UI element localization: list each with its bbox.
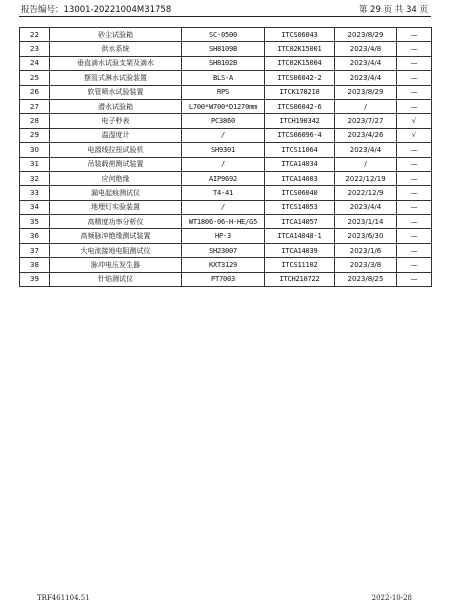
equipment-id: ITCS06040 bbox=[265, 186, 335, 200]
equipment-id: ITC02K15004 bbox=[265, 56, 335, 70]
table-row bbox=[20, 42, 432, 56]
equipment-id: ITCS11064 bbox=[265, 143, 335, 157]
calibration-date: 2023/6/30 bbox=[335, 229, 397, 243]
equipment-name: 温湿度计 bbox=[50, 128, 182, 142]
equipment-model: L700*W700*D1270mm bbox=[182, 99, 265, 113]
calibration-date: 2023/8/29 bbox=[335, 85, 397, 99]
equipment-model: PT7003 bbox=[182, 272, 265, 286]
row-number: 35 bbox=[20, 215, 50, 229]
table-row bbox=[20, 143, 432, 157]
row-number: 24 bbox=[20, 56, 50, 70]
usage-mark: — bbox=[397, 99, 432, 113]
equipment-model: PC3860 bbox=[182, 114, 265, 128]
table-row bbox=[20, 243, 432, 257]
equipment-id: ITCK170210 bbox=[265, 85, 335, 99]
equipment-name: 地埋灯实验装置 bbox=[50, 200, 182, 214]
equipment-name: 高精度功率分析仪 bbox=[50, 215, 182, 229]
table-row bbox=[20, 71, 432, 85]
calibration-date: 2023/7/27 bbox=[335, 114, 397, 128]
equipment-id: ITC02K15001 bbox=[265, 42, 335, 56]
table-row bbox=[20, 128, 432, 142]
calibration-date: 2023/4/8 bbox=[335, 42, 397, 56]
row-number: 31 bbox=[20, 157, 50, 171]
equipment-model: SH9301 bbox=[182, 143, 265, 157]
row-number: 36 bbox=[20, 229, 50, 243]
equipment-model: HP-3 bbox=[182, 229, 265, 243]
equipment-id: ITCS06096-4 bbox=[265, 128, 335, 142]
equipment-id: ITCS06043 bbox=[265, 28, 335, 42]
usage-mark: — bbox=[397, 143, 432, 157]
equipment-name: 软管喷水试验装置 bbox=[50, 85, 182, 99]
usage-mark: — bbox=[397, 229, 432, 243]
calibration-date: 2023/4/4 bbox=[335, 200, 397, 214]
equipment-model: T4-41 bbox=[182, 186, 265, 200]
equipment-id: ITCS06042-2 bbox=[265, 71, 335, 85]
calibration-date: 2023/4/26 bbox=[335, 128, 397, 142]
row-number: 26 bbox=[20, 85, 50, 99]
row-number: 25 bbox=[20, 71, 50, 85]
equipment-model: KXT3129 bbox=[182, 258, 265, 272]
usage-mark: — bbox=[397, 56, 432, 70]
usage-mark: — bbox=[397, 200, 432, 214]
usage-mark: — bbox=[397, 243, 432, 257]
equipment-id: ITCH190342 bbox=[265, 114, 335, 128]
equipment-name: 应何绝缘 bbox=[50, 171, 182, 185]
usage-mark: √ bbox=[397, 114, 432, 128]
equipment-name: 漏电起痕测试仪 bbox=[50, 186, 182, 200]
row-number: 27 bbox=[20, 99, 50, 113]
row-number: 38 bbox=[20, 258, 50, 272]
table-row bbox=[20, 258, 432, 272]
equipment-table-body bbox=[20, 28, 432, 287]
usage-mark: — bbox=[397, 186, 432, 200]
row-number: 29 bbox=[20, 128, 50, 142]
equipment-id: ITCA14057 bbox=[265, 215, 335, 229]
usage-mark: — bbox=[397, 157, 432, 171]
form-number: TRF461104.51 bbox=[37, 594, 90, 602]
page-footer bbox=[0, 594, 450, 606]
equipment-model: SH8109B bbox=[182, 42, 265, 56]
row-number: 34 bbox=[20, 200, 50, 214]
calibration-date: 2022/12/9 bbox=[335, 186, 397, 200]
row-number: 22 bbox=[20, 28, 50, 42]
table-row bbox=[20, 272, 432, 286]
table-row bbox=[20, 215, 432, 229]
usage-mark: — bbox=[397, 28, 432, 42]
equipment-id: ITCA14034 bbox=[265, 157, 335, 171]
equipment-name: 大电流接地电阻测试仪 bbox=[50, 243, 182, 257]
equipment-model: / bbox=[182, 128, 265, 142]
calibration-date: 2023/1/14 bbox=[335, 215, 397, 229]
equipment-name: 电子秒表 bbox=[50, 114, 182, 128]
usage-mark: — bbox=[397, 171, 432, 185]
row-number: 23 bbox=[20, 42, 50, 56]
equipment-name: 砂尘试验箱 bbox=[50, 28, 182, 42]
calibration-date: / bbox=[335, 99, 397, 113]
row-number: 39 bbox=[20, 272, 50, 286]
calibration-date: / bbox=[335, 157, 397, 171]
equipment-model: SH8102B bbox=[182, 56, 265, 70]
table-row bbox=[20, 157, 432, 171]
equipment-model: WT1806-06-H-HE/G5 bbox=[182, 215, 265, 229]
usage-mark: — bbox=[397, 272, 432, 286]
usage-mark: √ bbox=[397, 128, 432, 142]
equipment-id: ITCA14039 bbox=[265, 243, 335, 257]
equipment-name: 垂直滴水试验支架及滴水 bbox=[50, 56, 182, 70]
equipment-name: 潜水试验箱 bbox=[50, 99, 182, 113]
usage-mark: — bbox=[397, 258, 432, 272]
row-number: 32 bbox=[20, 171, 50, 185]
equipment-name: 脉冲电压发生器 bbox=[50, 258, 182, 272]
table-row bbox=[20, 171, 432, 185]
usage-mark: — bbox=[397, 71, 432, 85]
calibration-date: 2023/3/8 bbox=[335, 258, 397, 272]
row-number: 28 bbox=[20, 114, 50, 128]
equipment-model: AIP9692 bbox=[182, 171, 265, 185]
row-number: 33 bbox=[20, 186, 50, 200]
usage-mark: — bbox=[397, 215, 432, 229]
table-row bbox=[20, 229, 432, 243]
equipment-id: ITCS14053 bbox=[265, 200, 335, 214]
row-number: 30 bbox=[20, 143, 50, 157]
equipment-name: 吊装载荷测试装置 bbox=[50, 157, 182, 171]
equipment-model: BLS-A bbox=[182, 71, 265, 85]
table-row bbox=[20, 85, 432, 99]
equipment-name: 供水系统 bbox=[50, 42, 182, 56]
equipment-name: 高频脉冲绝缘测试装置 bbox=[50, 229, 182, 243]
equipment-id: ITCH210722 bbox=[265, 272, 335, 286]
calibration-date: 2023/4/4 bbox=[335, 56, 397, 70]
usage-mark: — bbox=[397, 85, 432, 99]
calibration-date: 2023/8/29 bbox=[335, 28, 397, 42]
equipment-name: 电源线拉扭试验机 bbox=[50, 143, 182, 157]
equipment-id: ITCS11102 bbox=[265, 258, 335, 272]
footer-date: 2022-10-28 bbox=[371, 594, 412, 602]
table-row bbox=[20, 200, 432, 214]
table-row bbox=[20, 99, 432, 113]
equipment-id: ITCA14003 bbox=[265, 171, 335, 185]
table-row bbox=[20, 56, 432, 70]
equipment-model: RPS bbox=[182, 85, 265, 99]
equipment-name: 摆管式淋水试验装置 bbox=[50, 71, 182, 85]
report-number: 报告编号：13001-20221004M31758 bbox=[21, 5, 172, 15]
usage-mark: — bbox=[397, 42, 432, 56]
page-header bbox=[0, 3, 450, 17]
calibration-date: 2022/12/19 bbox=[335, 171, 397, 185]
table-row bbox=[20, 114, 432, 128]
header-divider bbox=[19, 16, 431, 17]
table-row bbox=[20, 186, 432, 200]
calibration-date: 2023/4/4 bbox=[335, 71, 397, 85]
equipment-model: / bbox=[182, 157, 265, 171]
equipment-model: SC-0500 bbox=[182, 28, 265, 42]
row-number: 37 bbox=[20, 243, 50, 257]
equipment-table bbox=[19, 27, 432, 287]
equipment-model: SH23007 bbox=[182, 243, 265, 257]
calibration-date: 2023/8/25 bbox=[335, 272, 397, 286]
equipment-model: / bbox=[182, 200, 265, 214]
equipment-id: ITCA14048-1 bbox=[265, 229, 335, 243]
equipment-id: ITCS06042-6 bbox=[265, 99, 335, 113]
page-indicator: 第 29 页 共 34 页 bbox=[358, 5, 428, 15]
calibration-date: 2023/1/6 bbox=[335, 243, 397, 257]
table-row bbox=[20, 28, 432, 42]
calibration-date: 2023/4/4 bbox=[335, 143, 397, 157]
equipment-name: 针焰测试仪 bbox=[50, 272, 182, 286]
